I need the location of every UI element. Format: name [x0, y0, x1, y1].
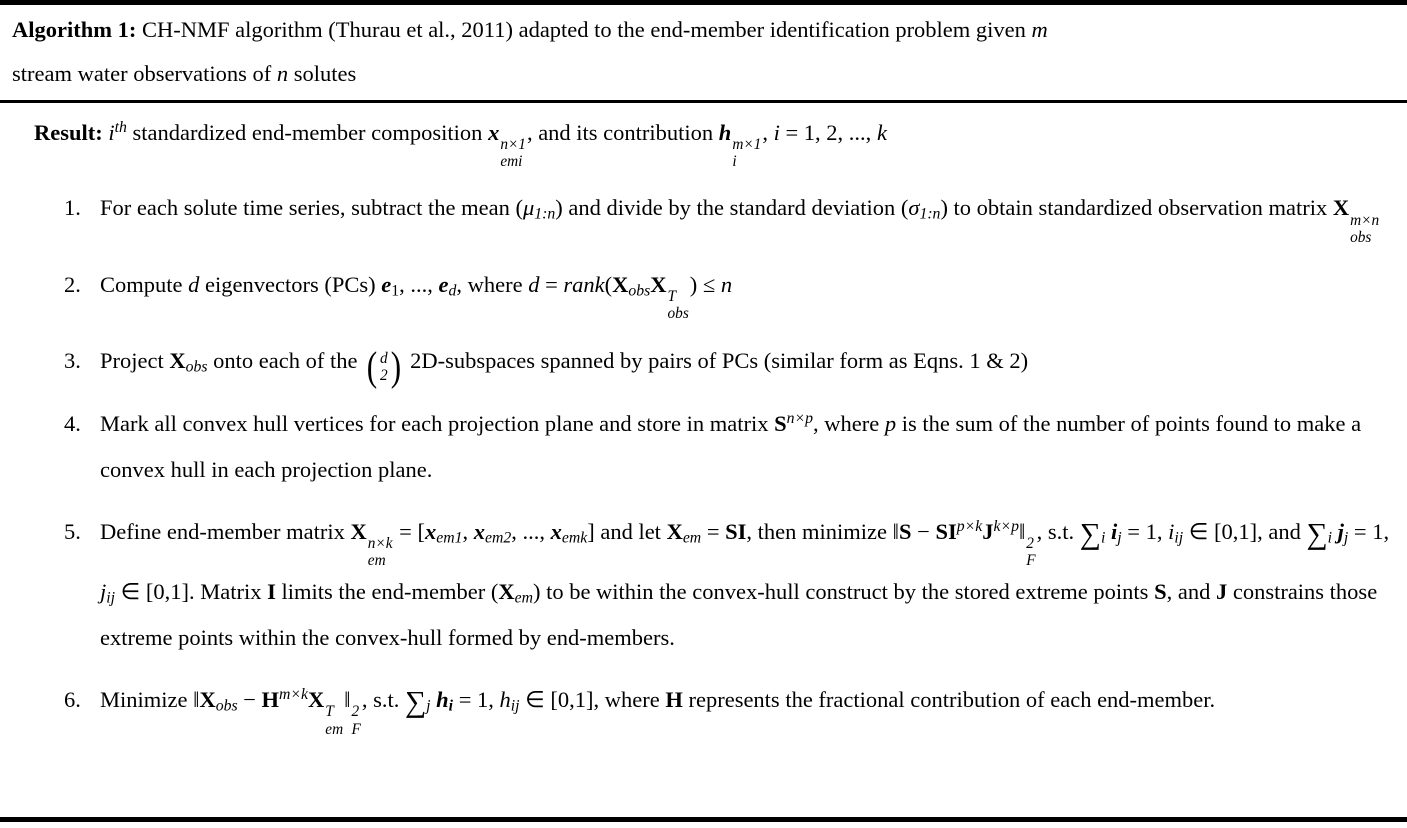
step-content: For each solute time series, subtract the mean $(\mu_{1:n})$ and divide by the standard deviation $(\sigma_{1:n})$ to obtain standardized observation matrix X m×n obs [100, 195, 1380, 246]
step-item [0, 401, 1407, 493]
algorithm-caption: Algorithm 1: CH-NMF algorithm (Thurau et al., 2011) adapted to the end-member identification problem given m stream water observations of n solutes [12, 17, 1048, 86]
step-item [0, 185, 1407, 245]
stacked-script: m×n obs [1350, 211, 1380, 246]
step-content: Project $X_{obs}$ onto each of the ( d 2 ) 2D-subspaces spanned by pairs of PCs (similar form as Eqns. 1 & 2) [100, 343, 1029, 390]
step-item [0, 677, 1407, 737]
step-number: 2. [64, 271, 81, 297]
result-line: Result: $i^{th}$ standardized end-member composition x n×1 emi , and its contribution h m×1 i , i = 1, 2, ..., k [34, 119, 887, 171]
stacked-script: 2 F [351, 703, 361, 738]
stacked-script: m×1 i [732, 136, 762, 171]
step-content: Mark all convex hull vertices for each projection plane and store in matrix $S^{n\times p}$, where p is the sum of the number of points found to make a convex hull in each projection plane. [100, 410, 1362, 482]
stacked-script: n×1 emi [500, 136, 526, 171]
stacked-script: n×k em [367, 535, 393, 570]
step-item [0, 262, 1407, 322]
step-content: Minimize $‖X_{obs} - H^{m\times k}X$ T em ‖ 2 F , s.t. $\sum_j$ $h_i = 1$, $h_{ij}$ ∈ [0,1], where H represents the fractional contribution of each end-member. [100, 686, 1216, 738]
step-content: Compute d eigenvectors (PCs) $e_1$, ..., $e_d$, where $d = rank(X_{obs}X$ T obs ) ≤ n [100, 271, 733, 323]
step-number: 3. [64, 348, 81, 374]
bottom-rule [0, 817, 1407, 822]
step-number: 6. [64, 687, 81, 713]
step-number: 1. [64, 195, 81, 221]
step-content: Define end-member matrix X n×k em = [$x_{em1}$, $x_{em2}$, ..., $x_{emk}$] and let $X_{em}$ = SI, then minimize ‖S − $SI^{p\times k}J^{k\times p}‖$ 2 F , s.t. $\sum_i$ $i_j = 1$, $i_{ij}$ ∈ [0,1], and $\sum_i$ $j_j = 1$, $j_{ij}$ ∈ [0,1]. Matrix I limits the end-member $(X_{em})$ to be within the convex-hull construct by the stored extreme points S, and J constrains those extreme points within the convex-hull formed by end-members. [100, 518, 1390, 651]
step-item [0, 338, 1407, 390]
binomial-coefficient: ( d 2 ) [366, 343, 401, 390]
step-number: 4. [64, 410, 81, 436]
stacked-script: T em [325, 703, 344, 738]
stacked-script: T obs [667, 288, 689, 323]
stacked-script: 2 F [1026, 535, 1036, 570]
step-number: 5. [64, 518, 81, 544]
step-item [0, 509, 1407, 661]
steps-list [0, 170, 1407, 737]
